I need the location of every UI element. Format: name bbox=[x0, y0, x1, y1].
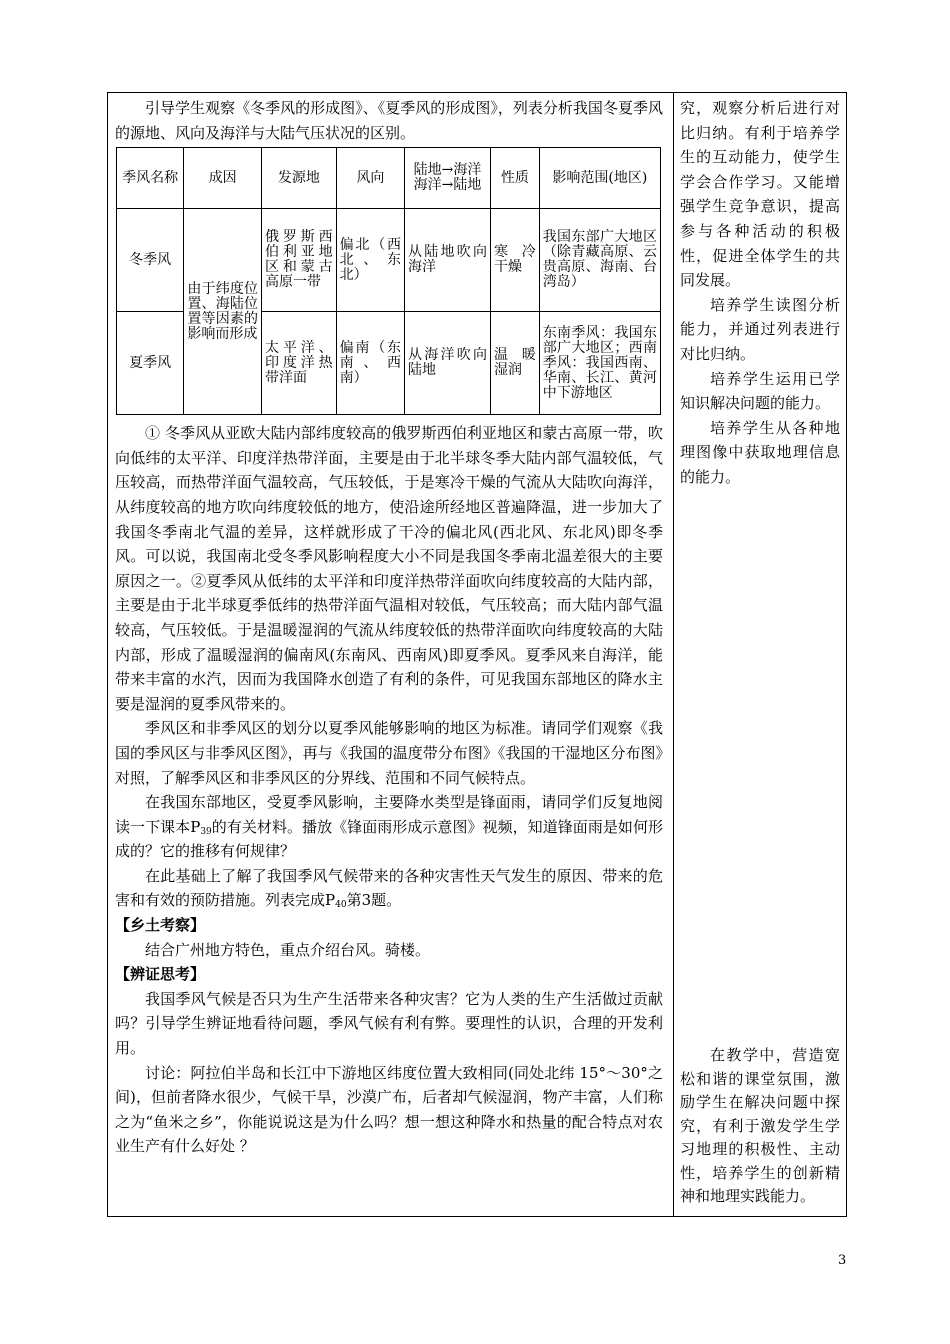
design-intent-column bbox=[680, 96, 840, 490]
design-note-classroom: 在教学中，营造宽松和谐的课堂氛围，激励学生在解决问题中探究，有利于激发学生学习地理的积极性、主动性，培养学生的创新精神和地理实践能力。 bbox=[680, 1046, 840, 1205]
cell-winter-range: 我国东部广大地区（除青藏高原、云贵高原、海南、台湾岛） bbox=[539, 209, 660, 312]
header-nature: 性质 bbox=[491, 148, 540, 209]
cell-summer-source: 太平洋、印度洋热带洋面 bbox=[262, 312, 337, 415]
cell-summer-direction: 偏南（东南、西南） bbox=[336, 312, 404, 415]
monsoon-comparison-table bbox=[116, 147, 661, 415]
column-divider bbox=[673, 92, 674, 1217]
cell-summer-range: 东南季风：我国东部广大地区；西南季风：我国西南、华南、长江、黄河中下游地区 bbox=[539, 312, 660, 415]
design-intent-lower bbox=[680, 1044, 840, 1209]
cell-cause: 由于纬度位置、海陆位置等因素的影响而形成 bbox=[184, 209, 262, 415]
cell-winter-name: 冬季风 bbox=[117, 209, 184, 312]
header-flow: 陆地→海洋 海洋→陆地 bbox=[405, 148, 491, 209]
cell-winter-flow: 从陆地吹向海洋 bbox=[405, 209, 491, 312]
disaster-paragraph: 在此基础上了解了我国季风气候带来的各种灾害性天气发生的原因、带来的危害和有效的预防措施。列表完成$P_{40}$第3题。 bbox=[115, 866, 663, 911]
dialectical-thinking-heading: 【辨证思考】 bbox=[115, 965, 206, 984]
monsoon-region-paragraph: 季风区和非季风区的划分以夏季风能够影响的地区为标准。请同学们观察《我国的季风区与非季风区图》，再与《我国的温度带分布图》《我国的干湿地区分布图》对照，了解季风区和非季风区的分界线、范围和不同气候特点。 bbox=[115, 719, 663, 787]
teaching-content-column bbox=[115, 96, 663, 1159]
discussion-paragraph: 讨论：阿拉伯半岛和长江中下游地区纬度位置大致相同(同处北纬 15°～30°之间)，但前者降水很少，气候干旱，沙漠广布，后者却气候湿润，物产丰富，人们称之为“鱼米之乡”，你能说说这是为什么吗？想一想这种降水和热量的配合特点对农业生产有什么好处 ？ bbox=[115, 1063, 663, 1156]
design-note-cooperation: 究，观察分析后进行对比归纳。有利于培养学生的互动能力，使学生学会合作学习。又能增强学生竞争意识，提高参与各种活动的积极性，促进全体学生的共同发展。 bbox=[680, 99, 840, 290]
cell-summer-name: 夏季风 bbox=[117, 312, 184, 415]
header-range: 影响范围(地区) bbox=[539, 148, 660, 209]
cell-summer-nature: 温暖湿润 bbox=[491, 312, 540, 415]
local-investigation-text: 结合广州地方特色，重点介绍台风。骑楼。 bbox=[145, 940, 431, 959]
design-note-map-info: 培养学生从各种地理图像中获取地理信息的能力。 bbox=[680, 418, 840, 486]
dialectical-thinking-text: 我国季风气候是否只为生产生活带来各种灾害？它为人类的生产生活做过贡献吗？引导学生辨证地看待问题，季风气候有利有弊。要理性的认识，合理的开发利用。 bbox=[115, 989, 663, 1058]
header-direction: 风向 bbox=[336, 148, 404, 209]
frontal-rain-paragraph: 在我国东部地区，受夏季风影响，主要降水类型是锋面雨，请同学们反复地阅读一下课本$P_{39}$的有关材料。播放《锋面雨形成示意图》视频，知道锋面雨是如何形成的？它的推移有何规律？ bbox=[115, 793, 664, 861]
cell-winter-direction: 偏北（西北、东北） bbox=[336, 209, 404, 312]
cell-winter-nature: 寒冷干燥 bbox=[491, 209, 540, 312]
design-note-map-reading: 培养学生读图分析能力，并通过列表进行对比归纳。 bbox=[680, 295, 840, 363]
header-monsoon-name: 季风名称 bbox=[117, 148, 184, 209]
intro-paragraph: 引导学生观察《冬季风的形成图》、《夏季风的形成图》，列表分析我国冬夏季风的源地、风向及海洋与大陆气压状况的区别。 bbox=[115, 99, 663, 142]
local-investigation-heading: 【乡土考察】 bbox=[115, 916, 206, 935]
cell-summer-flow: 从海洋吹向陆地 bbox=[405, 312, 491, 415]
header-source: 发源地 bbox=[262, 148, 337, 209]
page-number: 3 bbox=[838, 1253, 847, 1268]
table-header-row bbox=[117, 148, 661, 209]
design-note-apply-knowledge: 培养学生运用已学知识解决问题的能力。 bbox=[680, 369, 840, 413]
cell-winter-source: 俄罗斯西伯利亚地区和蒙古高原一带 bbox=[262, 209, 337, 312]
monsoon-explanation-paragraph: ① 冬季风从亚欧大陆内部纬度较高的俄罗斯西伯利亚地区和蒙古高原一带，吹向低纬的太平洋、印度洋热带洋面，主要是由于北半球冬季大陆内部气温较低，气压较高，而热带洋面气温较高，气压较低，于是寒冷干燥的气流从大陆吹向海洋，从纬度较高的地方吹向纬度较低的地方，使沿途所经地区普遍降温，进一步加大了我国冬季南北气温的差异，这样就形成了干冷的偏北风(西北风、东北风)即冬季风。可以说，我国南北受冬季风影响程度大小不同是我国冬季南北温差很大的主要原因之一。②夏季风从低纬的太平洋和印度洋热带洋面吹向纬度较高的大陆内部，主要是由于北半球夏季低纬的热带洋面气温相对较低，气压较高；而大陆内部气温较高，气压较低。于是温暖湿润的气流从纬度较低的热带洋面吹向纬度较高的大陆内部，形成了温暖湿润的偏南风(东南风、西南风)即夏季风。夏季风来自海洋，能带来丰富的水汽，因而为我国降水创造了有利的条件，可见我国东部地区的降水主要是湿润的夏季风带来的。 bbox=[115, 424, 663, 713]
header-cause: 成因 bbox=[184, 148, 262, 209]
table-row-winter bbox=[117, 209, 661, 312]
